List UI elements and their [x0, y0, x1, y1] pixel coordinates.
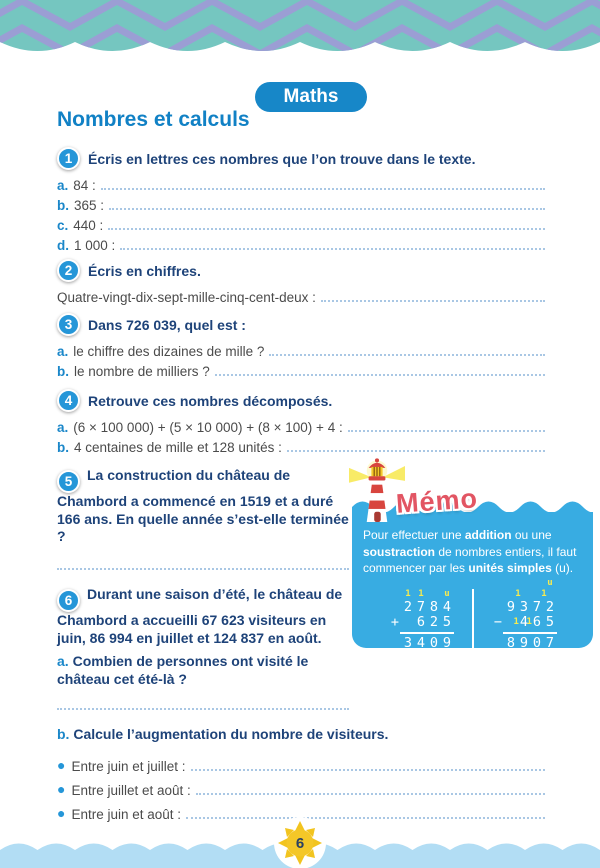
- digit: 0: [429, 635, 439, 651]
- subtraction-calc: [492, 578, 557, 651]
- answer-line[interactable]: [57, 696, 349, 710]
- item-text: le chiffre des dizaines de mille ?: [73, 344, 265, 359]
- exercise-number-badge: 4: [57, 389, 80, 412]
- bullet-icon: ●: [57, 780, 66, 797]
- addition-calc: [389, 589, 454, 651]
- exercise-5: [57, 467, 349, 546]
- digit: 9: [506, 599, 516, 615]
- question-b: [57, 726, 545, 744]
- operand-row: [389, 615, 454, 630]
- list-item: [57, 213, 545, 233]
- page-number-sun: [270, 812, 330, 868]
- item-label: a.: [57, 344, 69, 359]
- digit: 2: [545, 599, 555, 615]
- memo-intro-text: ou une: [511, 528, 552, 542]
- answer-line[interactable]: [101, 188, 545, 190]
- exercise-heading: Écris en lettres ces nombres que l’on trouve dans le texte.: [88, 150, 476, 167]
- question-text: Calcule l’augmentation du nombre de visiteurs.: [73, 726, 389, 742]
- digit: 7: [545, 635, 555, 651]
- digit: 2: [403, 599, 413, 615]
- result-row: [389, 636, 454, 651]
- exercise-2: [57, 259, 545, 305]
- memo-intro-text: (u).: [551, 561, 574, 575]
- subject-pill: [255, 82, 367, 112]
- digit: 4: [416, 635, 426, 651]
- answer-line[interactable]: [57, 556, 349, 570]
- memo-title: Mémo: [395, 483, 479, 519]
- memo-intro-text: de nombres entiers, il faut commencer par les: [363, 544, 577, 575]
- borrow-mark: 1: [541, 589, 547, 599]
- digit: [526, 614, 544, 630]
- item-text: Entre juillet et août :: [71, 782, 191, 798]
- digit: 3: [519, 599, 529, 615]
- list-item: [57, 435, 545, 455]
- result-row: [492, 636, 557, 651]
- digit: [492, 636, 505, 651]
- list-item: [57, 233, 545, 253]
- exercise-heading: Écris en chiffres.: [88, 262, 201, 279]
- operand-row: [492, 600, 557, 615]
- item-text: 1 000 :: [74, 238, 116, 253]
- exercise-number-badge: 3: [57, 313, 80, 336]
- list-item: [57, 359, 545, 379]
- memo-intro-text: Pour effectuer une: [363, 528, 465, 542]
- answer-line[interactable]: [186, 817, 545, 819]
- item-label: b.: [57, 440, 69, 455]
- page-number: 6: [295, 835, 305, 852]
- units-row: [492, 578, 557, 589]
- carry-mark: 1: [526, 617, 532, 627]
- list-item: [57, 285, 545, 305]
- item-text: Entre juin et août :: [71, 806, 182, 822]
- digit: [389, 600, 402, 615]
- memo-bold-soustraction: soustraction: [363, 544, 436, 559]
- digit: 0: [532, 635, 542, 651]
- answer-line[interactable]: [287, 450, 545, 452]
- units-label: [518, 578, 531, 589]
- borrow-mark: [492, 589, 505, 600]
- units-label: u: [444, 589, 450, 599]
- top-banner-wave: [0, 0, 600, 60]
- digit: [402, 615, 415, 630]
- page-title: Nombres et calculs: [57, 108, 250, 131]
- exercise-number-badge: 6: [57, 589, 80, 612]
- digit: 4: [519, 614, 529, 630]
- answer-line[interactable]: [109, 208, 545, 210]
- digit: 3: [403, 635, 413, 651]
- answer-line[interactable]: [321, 300, 545, 302]
- answer-line[interactable]: [269, 354, 545, 356]
- units-label: u: [547, 578, 553, 588]
- equals-line: [400, 632, 454, 634]
- exercise-heading: Retrouve ces nombres décomposés.: [88, 392, 333, 409]
- exercise-4: [57, 389, 545, 455]
- units-label: [492, 578, 505, 589]
- digit: 5: [442, 614, 452, 630]
- item-text: (6 × 100 000) + (5 × 10 000) + (8 × 100) + 4 :: [73, 420, 343, 435]
- item-text: le nombre de milliers ?: [74, 364, 210, 379]
- digit: 4: [442, 599, 452, 615]
- digit: 9: [442, 635, 452, 651]
- item-text: 365 :: [74, 198, 105, 213]
- digit: 2: [429, 614, 439, 630]
- digit: 9: [519, 635, 529, 651]
- item-text: Quatre-vingt-dix-sept-mille-cinq-cent-deux :: [57, 290, 316, 305]
- exercise-text: Durant une saison d’été, le château de Chambord a accueilli 67 623 visiteurs en juin, 86 994 en juillet et 124 837 en août.: [57, 585, 343, 646]
- exercise-number-badge: 2: [57, 259, 80, 282]
- subject-label: Maths: [283, 86, 339, 107]
- digit: 6: [532, 614, 542, 630]
- item-label: b.: [57, 198, 69, 213]
- answer-line[interactable]: [348, 430, 545, 432]
- list-item: [57, 774, 545, 798]
- item-text: 4 centaines de mille et 128 unités :: [74, 440, 282, 455]
- digit: 6: [416, 614, 426, 630]
- list-item: [57, 173, 545, 193]
- list-item: [57, 750, 545, 774]
- item-label: a.: [57, 178, 69, 193]
- item-text: 84 :: [73, 178, 96, 193]
- item-label: a.: [57, 653, 69, 669]
- digit: [492, 600, 505, 615]
- question-text: Combien de personnes ont visité le château cet été-là ?: [57, 653, 309, 687]
- operand-row: [492, 615, 557, 630]
- exercise-text: La construction du château de Chambord a commencé en 1519 et a duré 166 ans. En quelle année s’est-elle terminée ?: [57, 467, 349, 545]
- item-label: d.: [57, 238, 69, 253]
- left-column: [57, 467, 349, 710]
- digit: 8: [429, 599, 439, 615]
- units-label: [505, 578, 518, 589]
- exercise-number-badge: 5: [57, 470, 80, 493]
- digit: 5: [545, 614, 555, 630]
- item-text: 440 :: [73, 218, 104, 233]
- exercise-6: [57, 586, 349, 647]
- exercise-heading: Dans 726 039, quel est :: [88, 316, 246, 333]
- memo-bold-unites: unités simples: [468, 561, 552, 575]
- carry-mark: 1: [405, 589, 411, 599]
- answer-line[interactable]: [120, 248, 545, 250]
- bullet-icon: ●: [57, 756, 66, 773]
- minus-operator: −: [493, 614, 503, 630]
- carry-mark: 1: [418, 589, 424, 599]
- item-text: Entre juin et juillet :: [71, 758, 186, 774]
- item-label: b.: [57, 726, 70, 742]
- exercise-1: [57, 147, 545, 253]
- item-label: c.: [57, 218, 69, 233]
- exercise-number-badge: 1: [57, 147, 80, 170]
- memo-calculations: [352, 578, 593, 651]
- list-item: [57, 193, 545, 213]
- digit: 8: [506, 635, 516, 651]
- item-label: a.: [57, 420, 69, 435]
- carry-mark: 1: [513, 617, 519, 627]
- digit: [389, 636, 402, 651]
- memo-bold-addition: addition: [464, 528, 512, 542]
- answer-line[interactable]: [196, 793, 545, 795]
- question-a: [57, 653, 349, 688]
- plus-operator: +: [390, 614, 400, 630]
- digit: 7: [532, 599, 542, 615]
- list-item: [57, 415, 545, 435]
- carry-mark: [389, 589, 402, 600]
- answer-line[interactable]: [108, 228, 545, 230]
- operand-row: [389, 600, 454, 615]
- bullet-icon: ●: [57, 804, 66, 821]
- equals-line: [503, 632, 557, 634]
- answer-line[interactable]: [215, 374, 545, 376]
- item-label: b.: [57, 364, 69, 379]
- list-item: [57, 339, 545, 359]
- digit: 7: [416, 599, 426, 615]
- answer-line[interactable]: [191, 769, 545, 771]
- borrow-mark: 1: [515, 589, 521, 599]
- memo-intro: [363, 527, 585, 577]
- units-label: [531, 578, 544, 589]
- exercise-3: [57, 313, 545, 379]
- calc-divider: [472, 589, 474, 651]
